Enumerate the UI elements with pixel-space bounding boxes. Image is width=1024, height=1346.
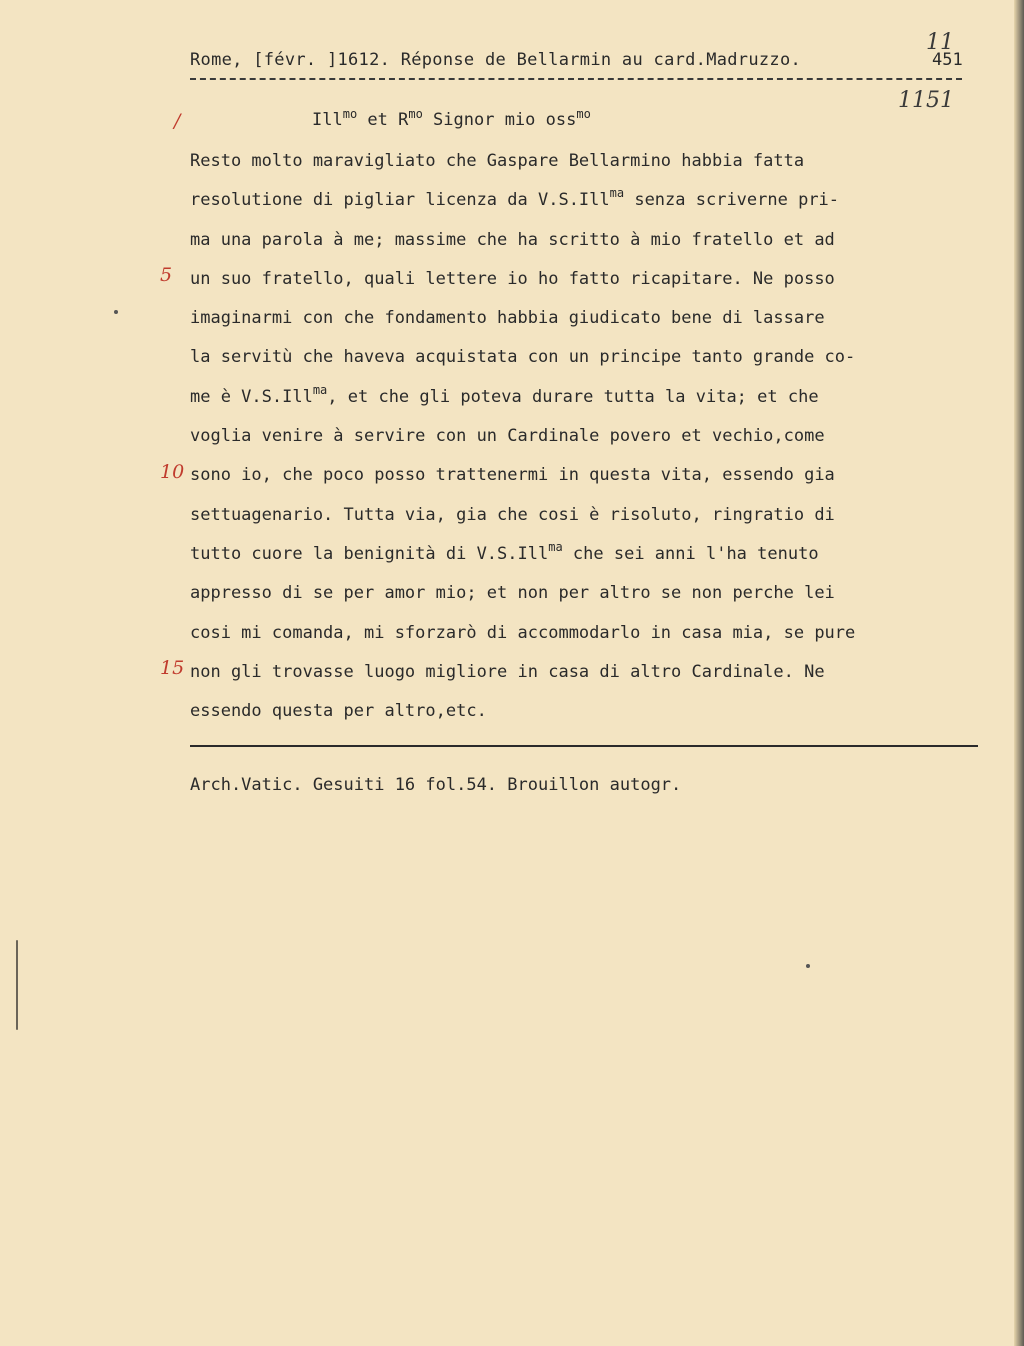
body-line: ma una parola à me; massime che ha scritto à mio fratello et ad (190, 229, 835, 250)
margin-marker-5: 5 (160, 264, 173, 286)
letter-body (190, 142, 990, 731)
margin-marker-15: 15 (160, 657, 185, 679)
page-number: 451 (932, 50, 963, 70)
margin-marker-1: / (174, 110, 181, 132)
body-line: Resto molto maravigliato che Gaspare Bellarmino habbia fatta (190, 151, 805, 171)
body-line: settuagenario. Tutta via, gia che cosi è risoluto, ringratio di (190, 504, 835, 525)
body-line: me è V.S.Ill$^{ma}$, et che gli poteva durare tutta la vita; et che (190, 382, 819, 407)
page-edge (1014, 0, 1024, 1346)
header-divider (190, 78, 962, 80)
body-line: sono io, che poco posso trattenermi in questa vita, essendo gia (190, 465, 835, 486)
body-line: un suo fratello, quali lettere io ho fatto ricapitare. Ne posso (190, 268, 835, 289)
paper-scratch (16, 940, 18, 1030)
salutation: Ill$^{mo}$ et $R^{mo}$ Signor mio oss$^{mo}$ (312, 107, 591, 130)
body-line: essendo questa per altro,etc. (190, 701, 487, 722)
body-line: voglia venire à servire con un Cardinale povero et vechio,come (190, 426, 825, 447)
body-line: non gli trovasse luogo migliore in casa di altro Cardinale. Ne (190, 661, 825, 682)
document-header: Rome, [févr. ]1612. Réponse de Bellarmin au card.Madruzzo. (190, 50, 802, 70)
footer-divider (190, 745, 978, 747)
body-line: resolutione di pigliar licenza da V.S.Ill$^{ma}$ senza scriverne pri- (190, 186, 840, 211)
paper-speck (806, 964, 810, 968)
body-line: tutto cuore la benignità di V.S.Ill$^{ma}$ che sei anni l'ha tenuto (190, 539, 819, 564)
archive-reference: Arch.Vatic. Gesuiti 16 fol.54. Brouillon autogr. (190, 775, 682, 795)
handwritten-folio-mark: 11 (926, 30, 954, 55)
body-line: appresso di se per amor mio; et non per altro se non perche lei (190, 583, 835, 604)
body-line: cosi mi comanda, mi sforzarò di accommodarlo in casa mia, se pure (190, 622, 856, 643)
body-line: imaginarmi con che fondamento habbia giudicato bene di lassare (190, 308, 825, 329)
handwritten-number: 1151 (898, 88, 954, 113)
margin-marker-10: 10 (160, 461, 185, 483)
paper-speck (114, 310, 118, 314)
body-line: la servitù che haveva acquistata con un principe tanto grande co- (190, 347, 856, 368)
